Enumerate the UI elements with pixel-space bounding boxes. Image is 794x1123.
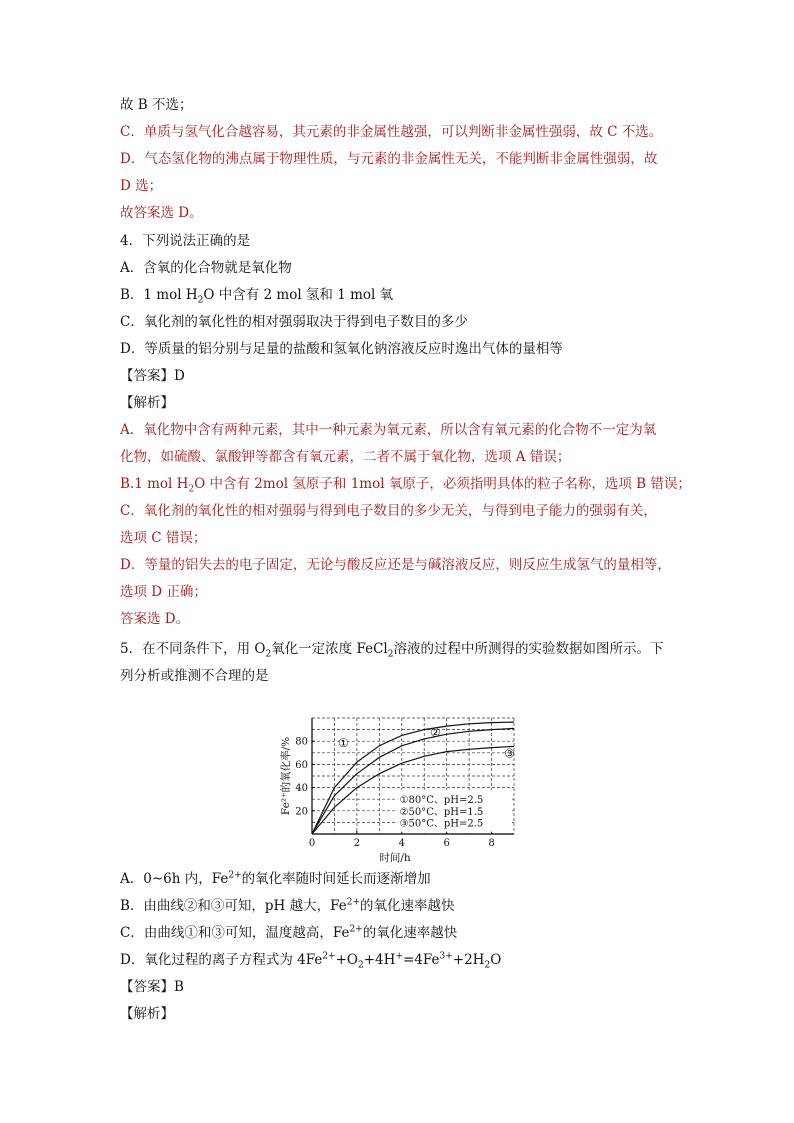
q5-option-d-part-3: +4H	[363, 952, 396, 968]
legend-entry-3: ③50°C、pH=2.5	[399, 818, 484, 830]
y-tick-label: 80	[295, 736, 308, 748]
q3-b-line: 故 B 不选；	[120, 97, 193, 113]
q3-d-line-1: D．气态氢化物的沸点属于物理性质，与元素的非金属性无关，不能判断非金属性强弱，故	[120, 151, 658, 167]
series-marker-1: ①	[338, 736, 349, 750]
q4-analysis-d-1: D．等量的铝失去的电子固定，无论与酸反应还是与碱溶液反应，则反应生成氢气的量相等，	[120, 557, 671, 573]
q5-option-d-sup-3: +	[395, 951, 403, 962]
legend-entry-1: ①80°C、pH=2.5	[399, 795, 484, 807]
q5-stem-sub-1: 2	[265, 649, 272, 660]
q3-c-line: C．单质与氢气化合越容易，其元素的非金属性越强，可以判断非金属性强弱，故 C 不选。	[120, 124, 663, 140]
q4-analysis-a-2: 化物，如硫酸、氯酸钾等都含有氧元素，二者不属于氧化物，选项 A 错误；	[120, 449, 571, 465]
q3-final-answer: 故答案选 D。	[120, 205, 203, 221]
legend-entry-2: ②50°C、pH=1.5	[399, 806, 484, 818]
q5-option-d-sub-5: 2	[484, 960, 491, 971]
q4-analysis-c-2: 选项 C 错误；	[120, 530, 207, 546]
y-tick-label: 20	[295, 806, 308, 818]
q5-option-d-part-1: D．氧化过程的离子方程式为 4Fe	[120, 952, 323, 968]
q5-option-b-post: 的氧化速率越快	[360, 898, 455, 914]
q5-option-d-part-2: +O	[335, 952, 358, 968]
q5-option-c-pre: C．由曲线①和③可知，温度越高，Fe	[120, 925, 350, 941]
q4-option-c: C．氧化剂的氧化性的相对强弱取决于得到电子数目的多少	[120, 314, 468, 330]
q4-option-d: D．等质量的铝分别与足量的盐酸和氢氧化钠溶液反应时逸出气体的量相等	[120, 341, 563, 357]
q5-answer-label: 【答案】B	[120, 979, 184, 995]
q5-stem-part-b: 氧化一定浓度 FeCl	[271, 641, 388, 657]
q5-option-a	[120, 870, 431, 888]
q4-analysis-d-2: 选项 D 正确；	[120, 584, 207, 600]
q5-option-c	[120, 924, 457, 942]
q5-analysis-label: 【解析】	[120, 1006, 174, 1022]
q4-analysis-b	[120, 475, 691, 493]
q5-option-a-pre: A．0~6h 内，Fe	[120, 871, 229, 887]
q5-option-d-part-4: =4Fe	[402, 952, 440, 968]
q5-option-d-sup-4: 3+	[439, 951, 453, 962]
x-tick-label: 6	[443, 838, 450, 849]
q5-option-d	[120, 951, 501, 969]
x-tick-label: 2	[353, 838, 361, 849]
q4-final-answer: 答案选 D。	[120, 611, 190, 627]
q5-option-d-part-6: O	[490, 952, 502, 968]
q5-option-c-sup: 2+	[349, 924, 363, 935]
x-tick-label: 0	[308, 838, 316, 849]
q5-option-d-sub-2: 2	[358, 960, 364, 971]
y-axis-label: Fe²⁺的氧化率/%	[280, 736, 292, 816]
q5-option-a-post: 的氧化率随时间延长而逐渐增加	[241, 871, 431, 887]
q5-option-c-post: 的氧化速率越快	[362, 925, 458, 941]
x-tick-label: 8	[488, 838, 495, 849]
q4-analysis-label: 【解析】	[120, 395, 174, 411]
q4-stem: 4．下列说法正确的是	[120, 233, 251, 249]
q4-option-b-pre: B．1 mol H	[120, 287, 198, 303]
q4-analysis-b-pre: B.1 mol H	[120, 476, 189, 492]
q5-stem-part-a: 5．在不同条件下，用 O	[120, 641, 266, 657]
q4-option-a: A．含氧的化合物就是氧化物	[120, 260, 292, 276]
q5-option-b-sup: 2+	[346, 897, 361, 908]
q5-option-b-pre: B．由曲线②和③可知，pH 越大，Fe	[120, 898, 347, 914]
q5-option-d-sup-1: 2+	[322, 951, 336, 962]
q5-stem-line-2: 列分析或推测不合理的是	[120, 668, 269, 684]
q4-option-b-post: O 中含有 2 mol 氢和 1 mol 氧	[203, 287, 394, 303]
q4-answer-label: 【答案】D	[120, 368, 185, 384]
q4-analysis-b-sub: 2	[188, 484, 195, 495]
x-tick-label: 4	[398, 838, 405, 849]
q4-option-b-sub: 2	[197, 295, 204, 306]
oxidation-rate-chart	[276, 712, 526, 867]
series-marker-2: ②	[430, 725, 441, 740]
y-tick-label: 60	[295, 759, 308, 771]
y-tick-label: 40	[295, 783, 308, 795]
q4-analysis-b-post: O 中含有 2mol 氢原子和 1mol 氧原子，必须指明具体的粒子名称，选项 B 错误；	[194, 476, 691, 492]
x-axis-label: 时间/h	[379, 852, 411, 864]
q5-option-d-part-5: +2H	[452, 952, 485, 968]
q5-stem-line-1	[120, 640, 663, 658]
q4-analysis-c-1: C．氧化剂的氧化性的相对强弱与得到电子数目的多少无关，与得到电子能力的强弱有关，	[120, 503, 657, 519]
q5-option-b	[120, 897, 455, 915]
q5-stem-sub-2: 2	[387, 649, 394, 660]
series-marker-3: ③	[504, 746, 515, 761]
q4-analysis-a-1: A．氧化物中含有两种元素，其中一种元素为氧元素，所以含有氧元素的化合物不一定为氧	[120, 422, 657, 438]
chart-labels	[279, 726, 515, 864]
q4-option-b	[120, 286, 393, 304]
q3-d-line-2: D 选；	[120, 178, 163, 194]
q5-stem-part-c: 溶液的过程中所测得的实验数据如图所示。下	[393, 641, 664, 657]
q5-option-a-sup: 2+	[228, 870, 242, 881]
